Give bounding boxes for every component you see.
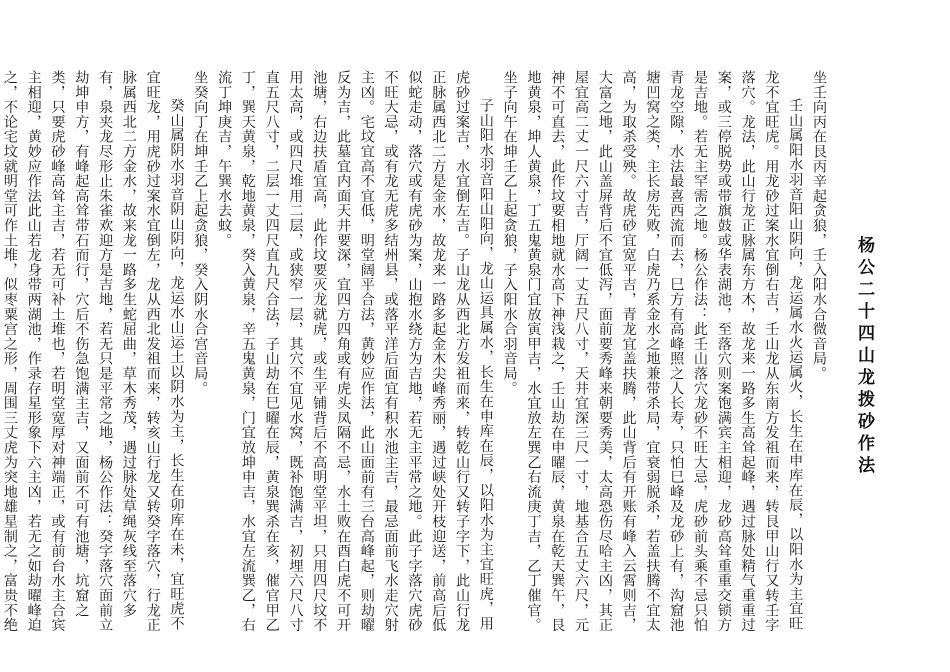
paragraph: 癸山属阴水羽音阴山阴向，龙运水山运土以阴水为主，长生在卯库在未，宜旺虎不宜旺龙，用虎砂过案水宜倒左，龙从西北发祖而来，转亥山行龙又转癸字落穴，行龙正脉属西北二方金水，故来龙一路多生蛇屈曲，草木秀茂，遇过脉处草绳灰线至落穴多有，泉夹龙尽形止朱雀欢迎方是吉地，若无只是平常之地，杨公作法：癸字落穴面前立劫坤申方，有峰起高耸带石而行，穴后不伤急饱满主吉，又面前不可有池塘，坑窟之类，只要虎砂峰高耸主吉，若无可补土堆也，若明堂宽厚对神端正，或有前台水主合宾主相迎，黄妙应作法此山若龙身带两湖池，作录存星形象下六主凶，若无之如劫曜峰迫之，不论宅坟就明堂可作土堆，似枣粟宫之形，周围三丈虎为突地雄星制之，富贵不绝 <box>1 70 185 633</box>
section-heading: 坐壬向丙在艮丙辛起贪狼，壬入阳水合微音局。 <box>811 70 827 381</box>
body-text <box>1 70 830 645</box>
section-heading: 坐子向午在坤壬乙上起贪狼，子入阳水合羽音局。 <box>501 70 518 396</box>
section-heading: 坐癸向丁在坤壬乙上起贪狼，癸入阴水合宫音局。 <box>192 70 209 396</box>
document-title: 杨公二十四山龙拨砂作法 <box>854 236 874 478</box>
paragraph: 子山阳水羽音阳山阳向，龙山运具属水，长生在申库在辰，以阳水为主宜旺虎，用虎砂过案吉，水宜倒左吉。子山龙从西北方发祖而来，转乾山行又转子字下，此山行龙正脉属西北二方是金水，故龙来一路多起金木尖峰秀丽，遇过峡处开枝迎送，前高后低似蛇走动，落穴或有虎砂为案，山抱水绕方为吉地，若无主平常之地。此子字落穴虎砂不旺大忌，或有龙无虎多结州县，或落平洋后面宜有积水池主吉，最忌面前飞水走穴射主凶。宅坟宜高不宜低，明堂阔平合法，黄妙应作法，此山面前有三台高峰起，则劫曜反为吉，此墓宜内面天井要深，宜四方四角或有虎头凤隔不忌，水土败在酉白虎不可开池塘，右边扶盾宜高，此作坟要灭龙就虎，或生平铺背后不高明堂平坦，只用四尺坟不用太高，或四尺堆用二层，或狭窄一层，其穴不宜见水窝，既补饱满吉，初埋六尺八寸直五尺八寸，二层一丈四尺直九尺合法，子山劫在巳曜在辰，黄泉巽杀在亥，催官甲乙丁，巽天黄泉，乾地黄泉，癸入黄泉，辛五鬼黄泉，门宜放坤申吉，水宜左流巽乙，右流丁坤庚吉，午巽水去蚊。 <box>216 70 494 633</box>
paragraph: 壬山属阳水羽音阳山阴向，龙运属水火运属火，长生在申库在辰，以阳水为主宜旺龙不宜旺虎。用龙砂过案水宜倒右吉，壬山龙从东南方发祖而来，转艮甲山行又转壬字落穴。龙法，此山行龙正脉属东方木，故龙来一路多生高耸起峰，遇过脉处精气重重过案，或三停脱势或带旗鼓或华表湖池，至落穴则案饱满宾主相迎，龙砂高耸重重交锁方是吉地。若无主罕需之地。杨公作法：此壬山落穴龙砂不旺大忌，虎砂前头乘不忌只怕青龙空隙，水法最喜西流而去，巳方有高峰照之人长寿，只怕巳峰及龙砂上有，沟窟池塘凹窝之类，主长房先败，白虎乃系金水之地兼带杀局，宜衰弱脱杀，若盖扶腾不宜太高，为取杀受殃。故虎砂宜宽平吉，青龙宜盖扶腾，此山背后有开账有峰入云霄则吉，大富之地，此山盖屏背后不宜低泻，面前要秀峰来朝要秀美，太高恐伤尽哈主凶，其正屋宜高二丈一尺六寸吉，厅阔一丈五尺八寸，天井宜深三尺一寸，地基合五丈六尺，元神不可直去，此作坟要相地就水高下神浅栽之，壬山劫在申曜辰，黄泉在乾天巽午，艮地黄泉，坤人黄泉，丁五鬼黄泉门宜放寅甲吉，水宜放左巽乙右流庚丁吉，乙丁催官。 <box>525 70 804 633</box>
